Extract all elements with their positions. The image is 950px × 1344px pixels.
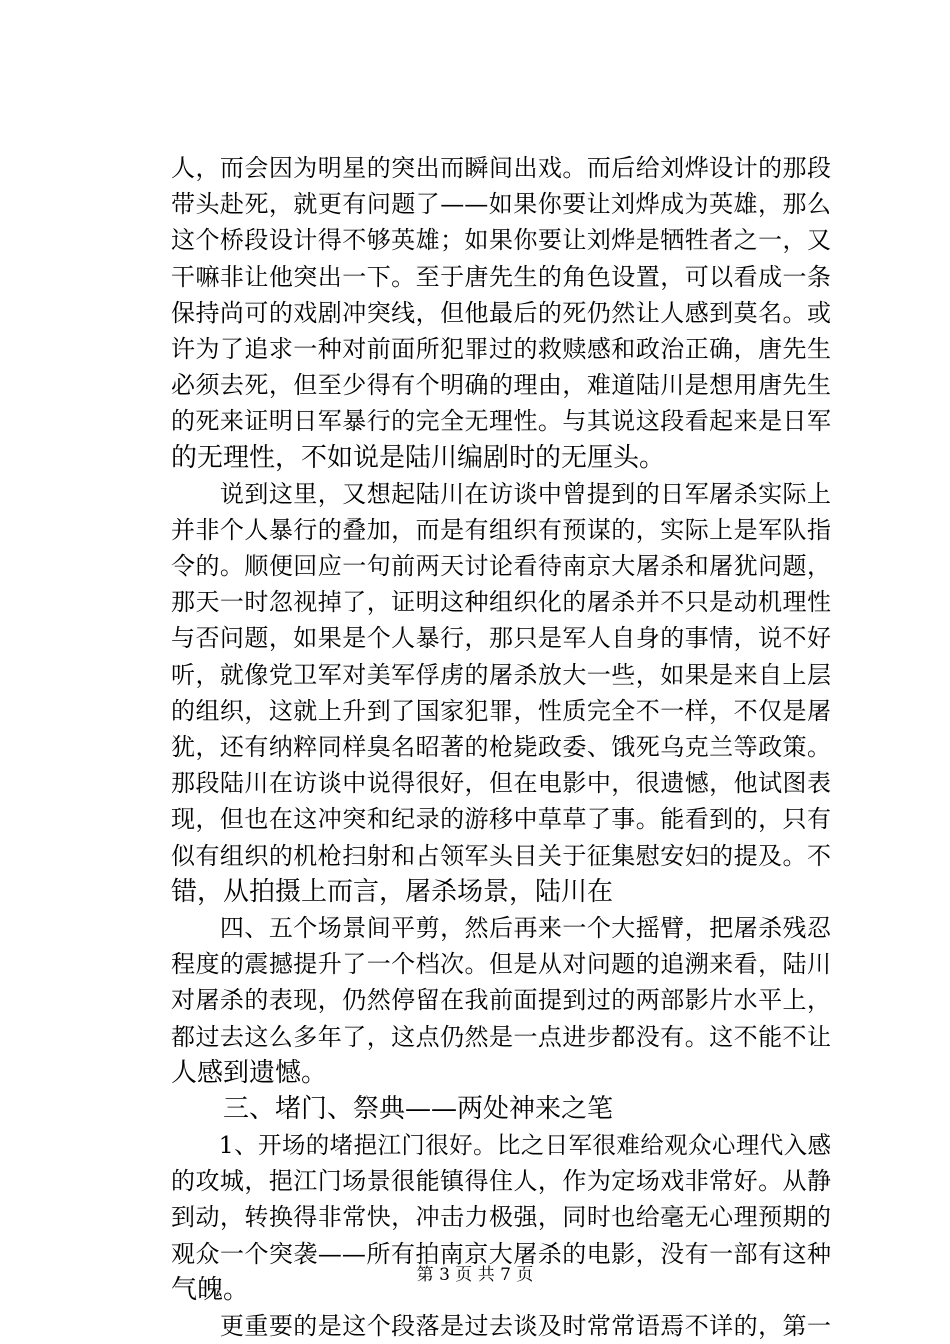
text-line: 那段陆川在访谈中说得很好，但在电影中，很遗憾，他试图表: [171, 769, 831, 798]
text-line: 并非个人暴行的叠加，而是有组织有预谋的，实际上是军队指: [171, 515, 831, 544]
text-line: 听，就像党卫军对美军俘虏的屠杀放大一些，如果是来自上层: [171, 660, 831, 689]
text-line: 人，而会因为明星的突出而瞬间出戏。而后给刘烨设计的那段: [171, 154, 831, 182]
text-line: 的攻城，挹江门场景很能镇得住人，作为定场戏非常好。从静: [171, 1167, 831, 1196]
text-line: 都过去这么多年了，这点仍然是一点进步都没有。这不能不让: [171, 1022, 831, 1051]
text-line: 的组织，这就上升到了国家犯罪，性质完全不一样，不仅是屠: [171, 696, 831, 725]
text-line: 似有组织的机枪扫射和占领军头目关于征集慰安妇的提及。不: [171, 841, 831, 870]
text-line: 错，从拍摄上而言，屠杀场景，陆川在: [171, 876, 614, 907]
text-line: 程度的震撼提升了一个档次。但是从对问题的追溯来看，陆川: [171, 950, 831, 979]
article-body: [171, 150, 831, 1344]
text-line: 1、开场的堵挹江门很好。比之日军很难给观众心理代入感: [171, 1131, 831, 1160]
text-line: 更重要的是这个段落是过去谈及时常常语焉不详的，第一: [171, 1312, 831, 1340]
text-line: 这个桥段设计得不够英雄；如果你要让刘烨是牺牲者之一，又: [171, 226, 831, 255]
text-line: 许为了追求一种对前面所犯罪过的救赎感和政治正确，唐先生: [171, 334, 831, 363]
text-line: 令的。顺便回应一句前两天讨论看待南京大屠杀和屠犹问题，: [171, 552, 831, 581]
text-line: 保持尚可的戏剧冲突线，但他最后的死仍然让人感到莫名。或: [171, 298, 831, 327]
text-line: 到动，转换得非常快，冲击力极强，同时也给毫无心理预期的: [171, 1203, 831, 1232]
text-line: 对屠杀的表现，仍然停留在我前面提到过的两部影片水平上，: [171, 986, 831, 1015]
text-line: 那天一时忽视掉了，证明这种组织化的屠杀并不只是动机理性: [171, 588, 831, 617]
text-line: 带头赴死，就更有问题了——如果你要让刘烨成为英雄，那么: [171, 190, 831, 219]
text-line: 犹，还有纳粹同样臭名昭著的枪毙政委、饿死乌克兰等政策。: [171, 733, 831, 761]
text-line: 观众一个突袭——所有拍南京大屠杀的电影，没有一部有这种: [171, 1239, 831, 1268]
text-line: 的无理性，不如说是陆川编剧时的无厘头。: [171, 442, 666, 473]
text-line: 干嘛非让他突出一下。至于唐先生的角色设置，可以看成一条: [171, 262, 831, 291]
text-line: 的死来证明日军暴行的完全无理性。与其说这段看起来是日军: [171, 407, 831, 436]
text-line: 气魄。: [171, 1274, 250, 1305]
text-line: 必须去死，但至少得有个明确的理由，难道陆川是想用唐先生: [171, 371, 831, 400]
text-line: 说到这里，又想起陆川在访谈中曾提到的日军屠杀实际上: [171, 479, 831, 508]
text-line: 四、五个场景间平剪，然后再来一个大摇臂，把屠杀残忍: [171, 913, 831, 942]
page-footer: 第 3 页 共 7 页: [416, 1265, 534, 1285]
text-line: 现，但也在这冲突和纪录的游移中草草了事。能看到的，只有: [171, 805, 831, 834]
text-line: 三、堵门、祭典——两处神来之笔: [171, 1093, 614, 1124]
text-line: 与否问题，如果是个人暴行，那只是军人自身的事情，说不好: [171, 624, 831, 653]
text-line: 人感到遗憾。: [171, 1057, 328, 1088]
